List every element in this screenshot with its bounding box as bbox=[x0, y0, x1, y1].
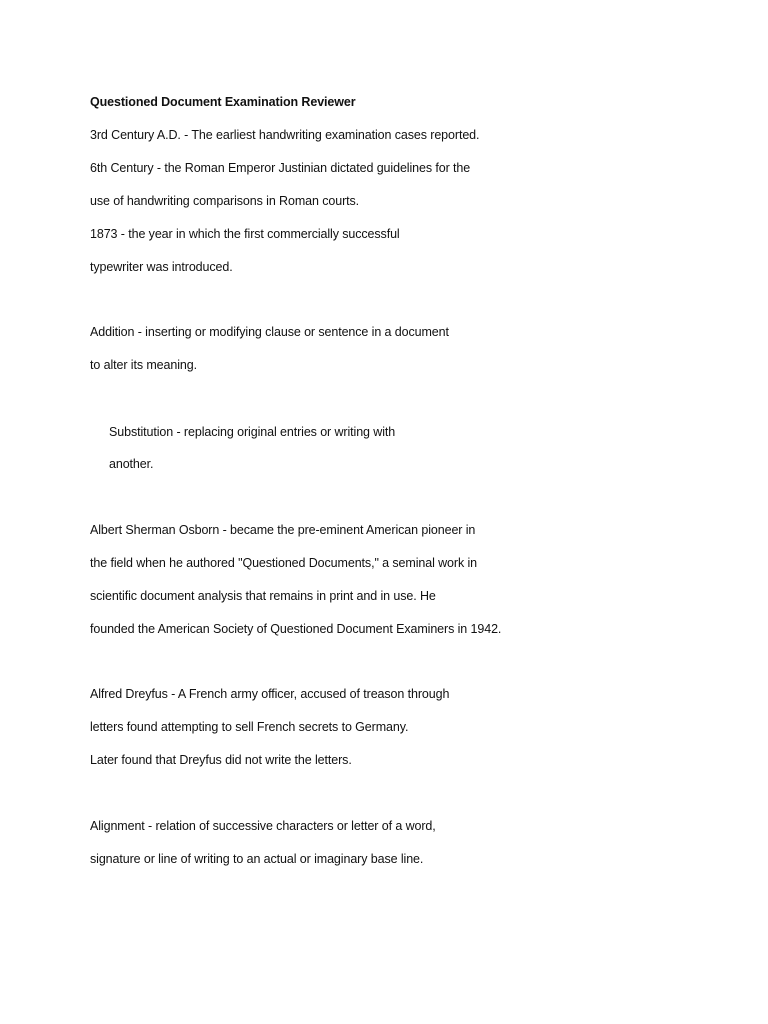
text-line: Addition - inserting or modifying clause or sentence in a document bbox=[90, 325, 449, 339]
text-line: Alfred Dreyfus - A French army officer, accused of treason through bbox=[90, 687, 450, 701]
text-line: Albert Sherman Osborn - became the pre-eminent American pioneer in bbox=[90, 523, 476, 537]
text-line: 1873 - the year in which the first commercially successful bbox=[90, 227, 400, 241]
text-line: 6th Century - the Roman Emperor Justinian dictated guidelines for the bbox=[90, 161, 471, 175]
text-line: signature or line of writing to an actual or imaginary base line. bbox=[90, 852, 424, 866]
text-line: to alter its meaning. bbox=[90, 358, 197, 372]
text-line: the field when he authored "Questioned Documents," a seminal work in bbox=[90, 556, 478, 570]
text-line: scientific document analysis that remains in print and in use. He bbox=[90, 589, 436, 603]
text-line: Substitution - replacing original entries or writing with bbox=[109, 425, 396, 439]
text-line: letters found attempting to sell French secrets to Germany. bbox=[90, 720, 409, 734]
text-line: use of handwriting comparisons in Roman courts. bbox=[90, 194, 360, 208]
text-line: typewriter was introduced. bbox=[90, 260, 233, 274]
text-line: another. bbox=[109, 457, 154, 471]
text-line: 3rd Century A.D. - The earliest handwriting examination cases reported. bbox=[90, 128, 480, 142]
text-line: Later found that Dreyfus did not write the letters. bbox=[90, 753, 352, 767]
document-title: Questioned Document Examination Reviewer bbox=[90, 95, 356, 109]
text-line: founded the American Society of Questioned Document Examiners in 1942. bbox=[90, 622, 502, 636]
text-line: Alignment - relation of successive characters or letter of a word, bbox=[90, 819, 436, 833]
